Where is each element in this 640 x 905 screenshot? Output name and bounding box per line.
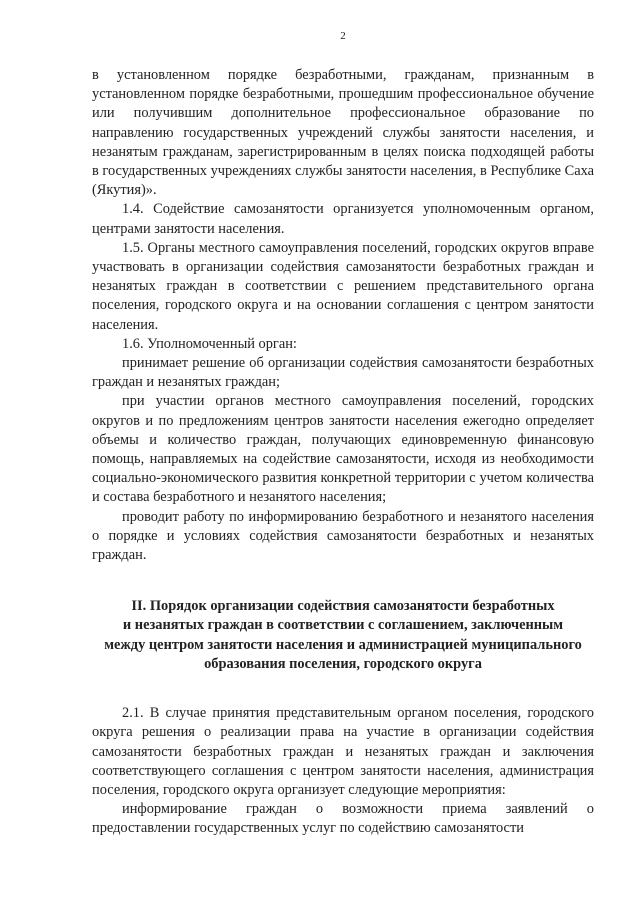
section-heading-line-2: и незанятых граждан в соответствии с соглашением, заключенным <box>122 617 564 634</box>
paragraph-2-1-item-1: информирование граждан о возможности приема заявлений о предоставлении государственных услуг по содействию самозанятости <box>92 801 594 837</box>
paragraph-1-6: 1.6. Уполномоченный орган: <box>122 335 297 352</box>
paragraph-continuation: в установленном порядке безработными, гражданам, признанным в установленном порядке безработными, прошедшим профессиональное обучение или получившим дополнительное профессиональное образование по направлению государственных учреждений службы занятости населения, и незанятым гражданам, зарегистрированным в целях поиска подходящей работы в государственных учреждениях службы занятости населения, в Республике Саха (Якутия)». <box>92 67 594 199</box>
paragraph-1-5: 1.5. Органы местного самоуправления поселений, городских округов вправе участвовать в организации содействия самозанятости безработных граждан и незанятых граждан в соответствии с решением представительного органа поселения, городского округа и на основании соглашения с центром занятости населения. <box>92 239 594 333</box>
section-heading-line-4: образования поселения, городского округа <box>204 655 482 672</box>
section-heading-line-1: II. Порядок организации содействия самозанятости безработных <box>131 598 555 615</box>
section-heading-line-3: между центром занятости населения и администрацией муниципального <box>104 636 582 653</box>
paragraph-1-6-item-2: при участии органов местного самоуправления поселений, городских округов и по предложениям центров занятости населения ежегодно определяет объемы и количество граждан, получающих единовременную финансовую помощь, направляемых на содействие самозанятости, исходя из необходимости социально-экономического развития конкретной территории с учетом количества и состава безработного и незанятого населения; <box>92 393 594 506</box>
page-number: 2 <box>340 30 346 42</box>
paragraph-1-4: 1.4. Содействие самозанятости организуется уполномоченным органом, центрами занятости населения. <box>92 201 594 237</box>
paragraph-2-1: 2.1. В случае принятия представительным органом поселения, городского округа решения о реализации права на участие в организации содействия самозанятости безработных граждан и незанятых граждан и заключения соответствующего соглашения с центром занятости населения, администрация поселения, городского округа организует следующие мероприятия: <box>92 705 594 798</box>
paragraph-1-6-item-3: проводит работу по информированию безработного и незанятого населения о порядке и условиях содействия самозанятости безработных и незанятых граждан. <box>92 508 594 564</box>
paragraph-1-6-item-1: принимает решение об организации содействия самозанятости безработных граждан и незанятых граждан; <box>92 355 594 391</box>
section-heading <box>92 597 594 674</box>
